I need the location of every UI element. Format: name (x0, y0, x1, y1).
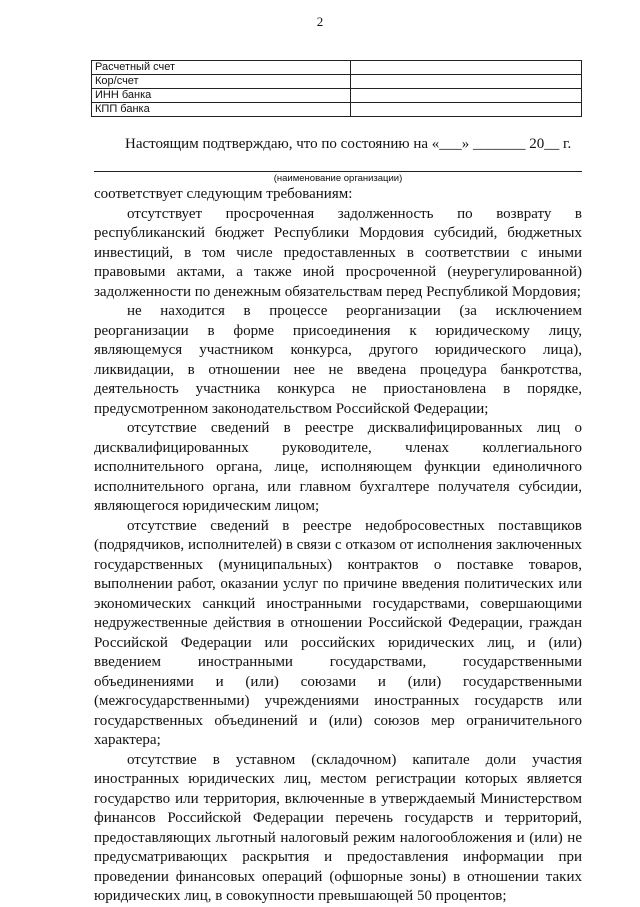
requirements-intro: соответствует следующим требованиям: (94, 186, 353, 202)
requirement-paragraph: отсутствие сведений в реестре дисквалифицированных лиц о дисквалифицированных руководителе, членах коллегиального исполнительного органа, лице, исполняющем функции единоличного исполнительного органа, или главном бухгалтере получателя субсидии, являющегося юридическим лицом; (94, 420, 582, 514)
requirement-paragraph: отсутствие сведений в реестре недобросовестных поставщиков (подрядчиков, исполнителей) в связи с отказом от исполнения заключенных государственных (муниципальных) контрактов о поставке товаров, выполнении работ, оказании услуг по причине введения политических или экономических санкций иностранными государствами, совершающими недружественные действия в отношении Российской Федерации, граждан Российской Федерации или российских юридических лиц, и (или) введением иностранными государствами, государственными объединениями и (или) союзами и (или) государственными (межгосударственными) учреждениями иностранных государств или государственных объединений и (или) союзов мер ограничительного характера; (94, 517, 582, 748)
requirements-text (94, 185, 582, 907)
confirmation-statement: Настоящим подтверждаю, что по состоянию на «___» _______ 20__ г. (125, 136, 572, 152)
bank-row-label: Расчетный счет (92, 61, 351, 75)
bank-row-label: КПП банка (92, 103, 351, 117)
table-row (92, 89, 582, 103)
table-row (92, 75, 582, 89)
bank-row-value (351, 89, 582, 103)
bank-row-value (351, 61, 582, 75)
table-row (92, 103, 582, 117)
requirement-paragraph: отсутствует просроченная задолженность по возврату в республиканский бюджет Республики Мордовия субсидий, бюджетных инвестиций, в том числе предоставленных в соответствии с иными правовыми актами, а также иной просроченной (неурегулированной) задолженности по денежным обязательствам перед Республикой Мордовия; (94, 205, 582, 300)
bank-row-label: ИНН банка (92, 89, 351, 103)
organization-name-line (94, 171, 582, 172)
bank-row-label: Кор/счет (92, 75, 351, 89)
bank-row-value (351, 103, 582, 117)
requirement-paragraph: не находится в процессе реорганизации (за исключением реорганизации в форме присоединения к юридическому лицу, являющемуся участником конкурса, другого юридического лица), ликвидации, в отношении нее не введена процедура банкротства, деятельность участника конкурса не приостановлена в порядке, предусмотренном законодательством Российской Федерации; (94, 303, 582, 417)
bank-details-table (91, 60, 582, 117)
bank-row-value (351, 75, 582, 89)
page-number: 2 (316, 14, 324, 29)
organization-name-caption: (наименование организации) (273, 173, 403, 184)
requirement-paragraph: отсутствие в уставном (складочном) капитале доли участия иностранных юридических лиц, местом регистрации которых является государство или территория, включенные в утверждаемый Министерством финансов Российской Федерации перечень государств и территорий, предоставляющих льготный налоговый режим налогообложения и (или) не предусматривающих раскрытия и предоставления информации при проведении финансовых операций (офшорные зоны) в отношении таких юридических лиц, в совокупности превышающей 50 процентов; (94, 751, 582, 904)
table-row (92, 61, 582, 75)
